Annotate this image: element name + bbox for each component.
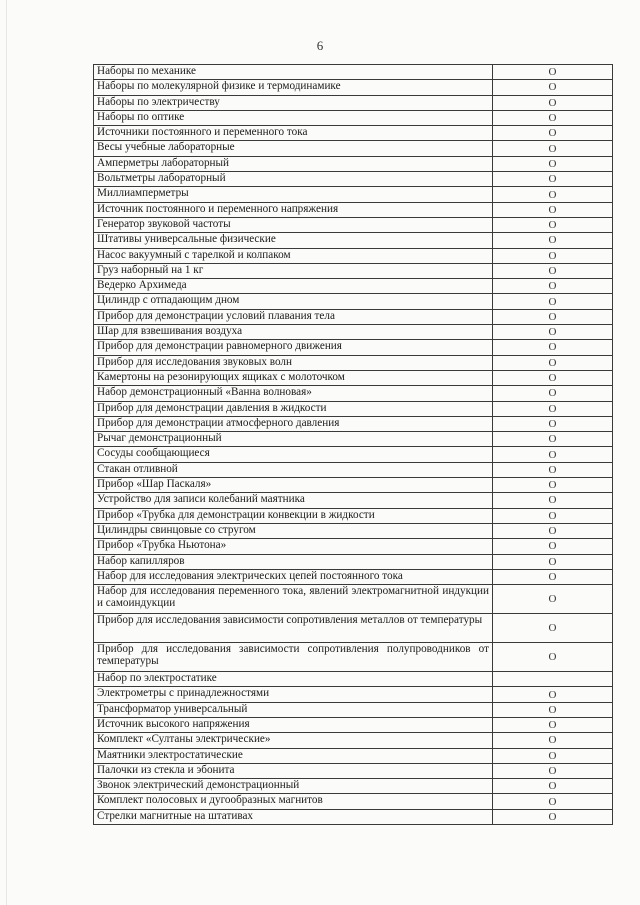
equipment-name-cell: Наборы по механике bbox=[94, 65, 493, 80]
table-row bbox=[94, 672, 613, 687]
equipment-name-cell: Цилиндр с отпадающим дном bbox=[94, 294, 493, 309]
equipment-name-cell: Насос вакуумный с тарелкой и колпаком bbox=[94, 248, 493, 263]
table-row bbox=[94, 748, 613, 763]
availability-mark-cell: О bbox=[493, 733, 613, 748]
equipment-name-cell: Груз наборный на 1 кг bbox=[94, 263, 493, 278]
table-row bbox=[94, 416, 613, 431]
availability-mark-cell: О bbox=[493, 110, 613, 125]
table-row bbox=[94, 340, 613, 355]
table-row bbox=[94, 141, 613, 156]
table-row bbox=[94, 539, 613, 554]
availability-mark-cell: О bbox=[493, 187, 613, 202]
table-row bbox=[94, 263, 613, 278]
equipment-name-cell: Прибор для демонстрации атмосферного давления bbox=[94, 416, 493, 431]
equipment-name-cell: Наборы по молекулярной физике и термодинамике bbox=[94, 80, 493, 95]
availability-mark-cell: О bbox=[493, 794, 613, 809]
equipment-name-cell: Прибор для исследования звуковых волн bbox=[94, 355, 493, 370]
table-row bbox=[94, 462, 613, 477]
table-row bbox=[94, 717, 613, 732]
availability-mark-cell: О bbox=[493, 65, 613, 80]
availability-mark-cell: О bbox=[493, 80, 613, 95]
availability-mark-cell: О bbox=[493, 493, 613, 508]
availability-mark-cell: О bbox=[493, 141, 613, 156]
table-row bbox=[94, 386, 613, 401]
table-row bbox=[94, 309, 613, 324]
availability-mark-cell: О bbox=[493, 355, 613, 370]
equipment-name-cell: Сосуды сообщающиеся bbox=[94, 447, 493, 462]
equipment-name-cell: Рычаг демонстрационный bbox=[94, 432, 493, 447]
table-row bbox=[94, 156, 613, 171]
equipment-name-cell: Весы учебные лабораторные bbox=[94, 141, 493, 156]
table-row bbox=[94, 217, 613, 232]
equipment-name-cell: Прибор для исследования зависимости сопротивления полупроводников от температуры bbox=[94, 643, 493, 672]
table-row bbox=[94, 585, 613, 614]
availability-mark-cell: О bbox=[493, 478, 613, 493]
table-row bbox=[94, 794, 613, 809]
availability-mark-cell: О bbox=[493, 386, 613, 401]
equipment-name-cell: Прибор для исследования зависимости сопротивления металлов от температуры bbox=[94, 614, 493, 643]
availability-mark-cell: О bbox=[493, 416, 613, 431]
availability-mark-cell: О bbox=[493, 585, 613, 614]
equipment-name-cell: Прибор для демонстрации равномерного движения bbox=[94, 340, 493, 355]
equipment-name-cell: Штативы универсальные физические bbox=[94, 233, 493, 248]
availability-mark-cell: О bbox=[493, 763, 613, 778]
equipment-name-cell: Вольтметры лабораторный bbox=[94, 172, 493, 187]
availability-mark-cell: О bbox=[493, 614, 613, 643]
availability-mark-cell: О bbox=[493, 172, 613, 187]
page-number: 6 bbox=[316, 38, 324, 53]
availability-mark-cell: О bbox=[493, 263, 613, 278]
table-row bbox=[94, 763, 613, 778]
availability-mark-cell: О bbox=[493, 294, 613, 309]
table-row bbox=[94, 279, 613, 294]
table-row bbox=[94, 325, 613, 340]
equipment-name-cell: Источник постоянного и переменного напряжения bbox=[94, 202, 493, 217]
scan-edge-line bbox=[6, 0, 7, 905]
equipment-name-cell: Набор по электростатике bbox=[94, 672, 493, 687]
equipment-name-cell: Комплект «Султаны электрические» bbox=[94, 733, 493, 748]
equipment-table bbox=[93, 64, 613, 825]
equipment-name-cell: Прибор «Трубка Ньютона» bbox=[94, 539, 493, 554]
table-row bbox=[94, 65, 613, 80]
equipment-name-cell: Шар для взвешивания воздуха bbox=[94, 325, 493, 340]
availability-mark-cell: О bbox=[493, 233, 613, 248]
availability-mark-cell: О bbox=[493, 539, 613, 554]
table-row bbox=[94, 523, 613, 538]
availability-mark-cell: О bbox=[493, 202, 613, 217]
equipment-name-cell: Набор демонстрационный «Ванна волновая» bbox=[94, 386, 493, 401]
equipment-name-cell: Источник высокого напряжения bbox=[94, 717, 493, 732]
equipment-name-cell: Миллиамперметры bbox=[94, 187, 493, 202]
table-row bbox=[94, 355, 613, 370]
equipment-name-cell: Трансформатор универсальный bbox=[94, 702, 493, 717]
table-row bbox=[94, 809, 613, 824]
table-row bbox=[94, 202, 613, 217]
table-row bbox=[94, 370, 613, 385]
table-row bbox=[94, 80, 613, 95]
availability-mark-cell: О bbox=[493, 309, 613, 324]
availability-mark-cell: О bbox=[493, 401, 613, 416]
availability-mark-cell: О bbox=[493, 523, 613, 538]
table-row bbox=[94, 233, 613, 248]
equipment-name-cell: Электрометры с принадлежностями bbox=[94, 687, 493, 702]
availability-mark-cell: О bbox=[493, 643, 613, 672]
table-row bbox=[94, 432, 613, 447]
availability-mark-cell: О bbox=[493, 447, 613, 462]
table-row bbox=[94, 172, 613, 187]
equipment-name-cell: Цилиндры свинцовые со стругом bbox=[94, 523, 493, 538]
equipment-name-cell: Амперметры лабораторный bbox=[94, 156, 493, 171]
availability-mark-cell: О bbox=[493, 748, 613, 763]
table-row bbox=[94, 508, 613, 523]
availability-mark-cell: О bbox=[493, 779, 613, 794]
equipment-name-cell: Устройство для записи колебаний маятника bbox=[94, 493, 493, 508]
availability-mark-cell: О bbox=[493, 462, 613, 477]
equipment-name-cell: Набор для исследования электрических цепей постоянного тока bbox=[94, 569, 493, 584]
equipment-name-cell: Наборы по электричеству bbox=[94, 95, 493, 110]
table-row bbox=[94, 493, 613, 508]
equipment-name-cell: Камертоны на резонирующих ящиках с молоточком bbox=[94, 370, 493, 385]
availability-mark-cell: О bbox=[493, 717, 613, 732]
equipment-name-cell: Палочки из стекла и эбонита bbox=[94, 763, 493, 778]
table-row bbox=[94, 779, 613, 794]
table-row bbox=[94, 126, 613, 141]
availability-mark-cell: О bbox=[493, 702, 613, 717]
equipment-name-cell: Прибор «Шар Паскаля» bbox=[94, 478, 493, 493]
availability-mark-cell: О bbox=[493, 126, 613, 141]
table-row bbox=[94, 447, 613, 462]
table-row bbox=[94, 569, 613, 584]
equipment-name-cell: Ведерко Архимеда bbox=[94, 279, 493, 294]
equipment-name-cell: Набор для исследования переменного тока, явлений электромагнитной индукции и самоиндукции bbox=[94, 585, 493, 614]
availability-mark-cell: О bbox=[493, 370, 613, 385]
availability-mark-cell: О bbox=[493, 279, 613, 294]
equipment-name-cell: Стакан отливной bbox=[94, 462, 493, 477]
equipment-name-cell: Стрелки магнитные на штативах bbox=[94, 809, 493, 824]
equipment-name-cell: Прибор «Трубка для демонстрации конвекции в жидкости bbox=[94, 508, 493, 523]
availability-mark-cell: О bbox=[493, 809, 613, 824]
availability-mark-cell: О bbox=[493, 508, 613, 523]
availability-mark-cell: О bbox=[493, 217, 613, 232]
availability-mark-cell: О bbox=[493, 340, 613, 355]
table-row bbox=[94, 687, 613, 702]
table-row bbox=[94, 248, 613, 263]
availability-mark-cell: О bbox=[493, 248, 613, 263]
availability-mark-cell: О bbox=[493, 156, 613, 171]
equipment-name-cell: Генератор звуковой частоты bbox=[94, 217, 493, 232]
table-row bbox=[94, 110, 613, 125]
equipment-name-cell: Маятники электростатические bbox=[94, 748, 493, 763]
table-row bbox=[94, 614, 613, 643]
equipment-name-cell: Источники постоянного и переменного тока bbox=[94, 126, 493, 141]
equipment-name-cell: Звонок электрический демонстрационный bbox=[94, 779, 493, 794]
equipment-name-cell: Набор капилляров bbox=[94, 554, 493, 569]
equipment-name-cell: Прибор для демонстрации условий плавания тела bbox=[94, 309, 493, 324]
availability-mark-cell: О bbox=[493, 325, 613, 340]
availability-mark-cell: О bbox=[493, 687, 613, 702]
table-row bbox=[94, 401, 613, 416]
equipment-name-cell: Комплект полосовых и дугообразных магнитов bbox=[94, 794, 493, 809]
table-row bbox=[94, 702, 613, 717]
table-row bbox=[94, 554, 613, 569]
availability-mark-cell: О bbox=[493, 95, 613, 110]
equipment-name-cell: Прибор для демонстрации давления в жидкости bbox=[94, 401, 493, 416]
availability-mark-cell: О bbox=[493, 432, 613, 447]
availability-mark-cell: О bbox=[493, 554, 613, 569]
table-row bbox=[94, 294, 613, 309]
table-row bbox=[94, 187, 613, 202]
table-row bbox=[94, 95, 613, 110]
equipment-table-body bbox=[94, 65, 613, 825]
availability-mark-cell: О bbox=[493, 569, 613, 584]
table-row bbox=[94, 478, 613, 493]
table-row bbox=[94, 733, 613, 748]
equipment-name-cell: Наборы по оптике bbox=[94, 110, 493, 125]
table-row bbox=[94, 643, 613, 672]
availability-mark-cell bbox=[493, 672, 613, 687]
